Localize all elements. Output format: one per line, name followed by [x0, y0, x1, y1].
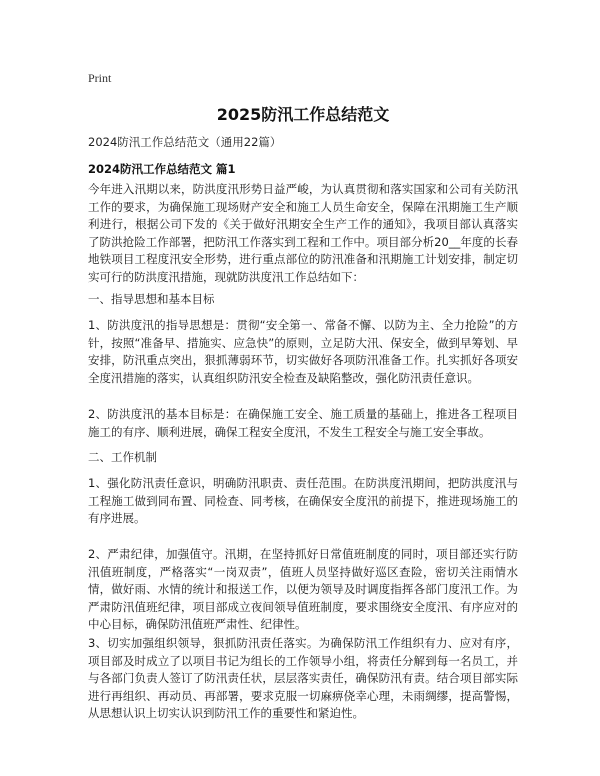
paragraph-responsibility: 1、强化防汛责任意识，明确防汛职责、责任范围。在防洪度汛期间，把防洪度汛与工程施工做到同布置、同检查、同考核，在确保安全度汛的前提下，推进现场施工的有序进展。	[88, 476, 518, 526]
intro-paragraph: 今年进入汛期以来，防洪度汛形势日益严峻，为认真贯彻和落实国家和公司有关防汛工作的要求，为确保施工现场财产安全和施工人员生命安全，保障在汛期施工生产顺利进行，根据公司下发的《关于做好汛期安全生产工作的通知》，我项目部认真落实了防洪抢险工作部署，把防汛工作落实到工程和工作中。项目部分析20__年度的长春地铁项目工程度汛安全形势，进行重点部位的防汛准备和汛期施工计划安排，制定切实可行的防洪度汛措施，现就防洪度汛工作总结如下：	[88, 182, 518, 284]
page-title: 2025防汛工作总结范文	[216, 105, 390, 124]
paragraph-leadership: 3、切实加强组织领导，狠抓防汛责任落实。为确保防汛工作组织有力、应对有序，项目部及时成立了以项目书记为组长的工作领导小组，将责任分解到每一名员工，并与各部门负责人签订了防汛责任状，层层落实责任，确保防汛有责。结合项目部实际进行再组织、再动员、再部署，要求克服一切麻痹侥幸心理，未雨绸缪，提高警惕，从思想认识上切实认识到防汛工作的重要性和紧迫性。	[88, 636, 518, 721]
document-subtitle: 2024防汛工作总结范文（通用22篇）	[88, 135, 282, 149]
print-label[interactable]: Print	[88, 71, 112, 85]
section-title: 2024防汛工作总结范文 篇1	[88, 162, 236, 176]
paragraph-discipline: 2、严肃纪律，加强值守。汛期，在坚持抓好日常值班制度的同时，项目部还实行防汛值班制度，严格落实“一岗双责”，值班人员坚持做好巡区查险，密切关注雨情水情，做好雨、水情的统计和报送工作，以便为领导及时调度指挥各部门度汛工作。为严肃防汛值班纪律，项目部成立夜间领导值班制度，要求围绕安全度汛、有序应对的中心目标，确保防汛值班严肃性、纪律性。	[88, 547, 518, 632]
heading-work-mechanism: 二、工作机制	[88, 450, 157, 464]
paragraph-basic-goal: 2、防洪度汛的基本目标是：在确保施工安全、施工质量的基础上，推进各工程项目施工的有序、顺利进展，确保工程安全度汛，不发生工程安全与施工安全事故。	[88, 407, 518, 439]
heading-guiding-principles: 一、指导思想和基本目标	[88, 292, 215, 306]
paragraph-guiding-principle: 1、防洪度汛的指导思想是：贯彻“安全第一、常备不懈、以防为主、全力抢险”的方针，按照“准备早、措施实、应急快”的原则，立足防大汛、保安全，做到早筹划、早安排，防汛重点突出，狠抓薄弱环节，切实做好各项防汛准备工作。扎实抓好各项安全度汛措施的落实，认真组织防汛安全检查及缺陷整改，强化防汛责任意识。	[88, 318, 518, 385]
